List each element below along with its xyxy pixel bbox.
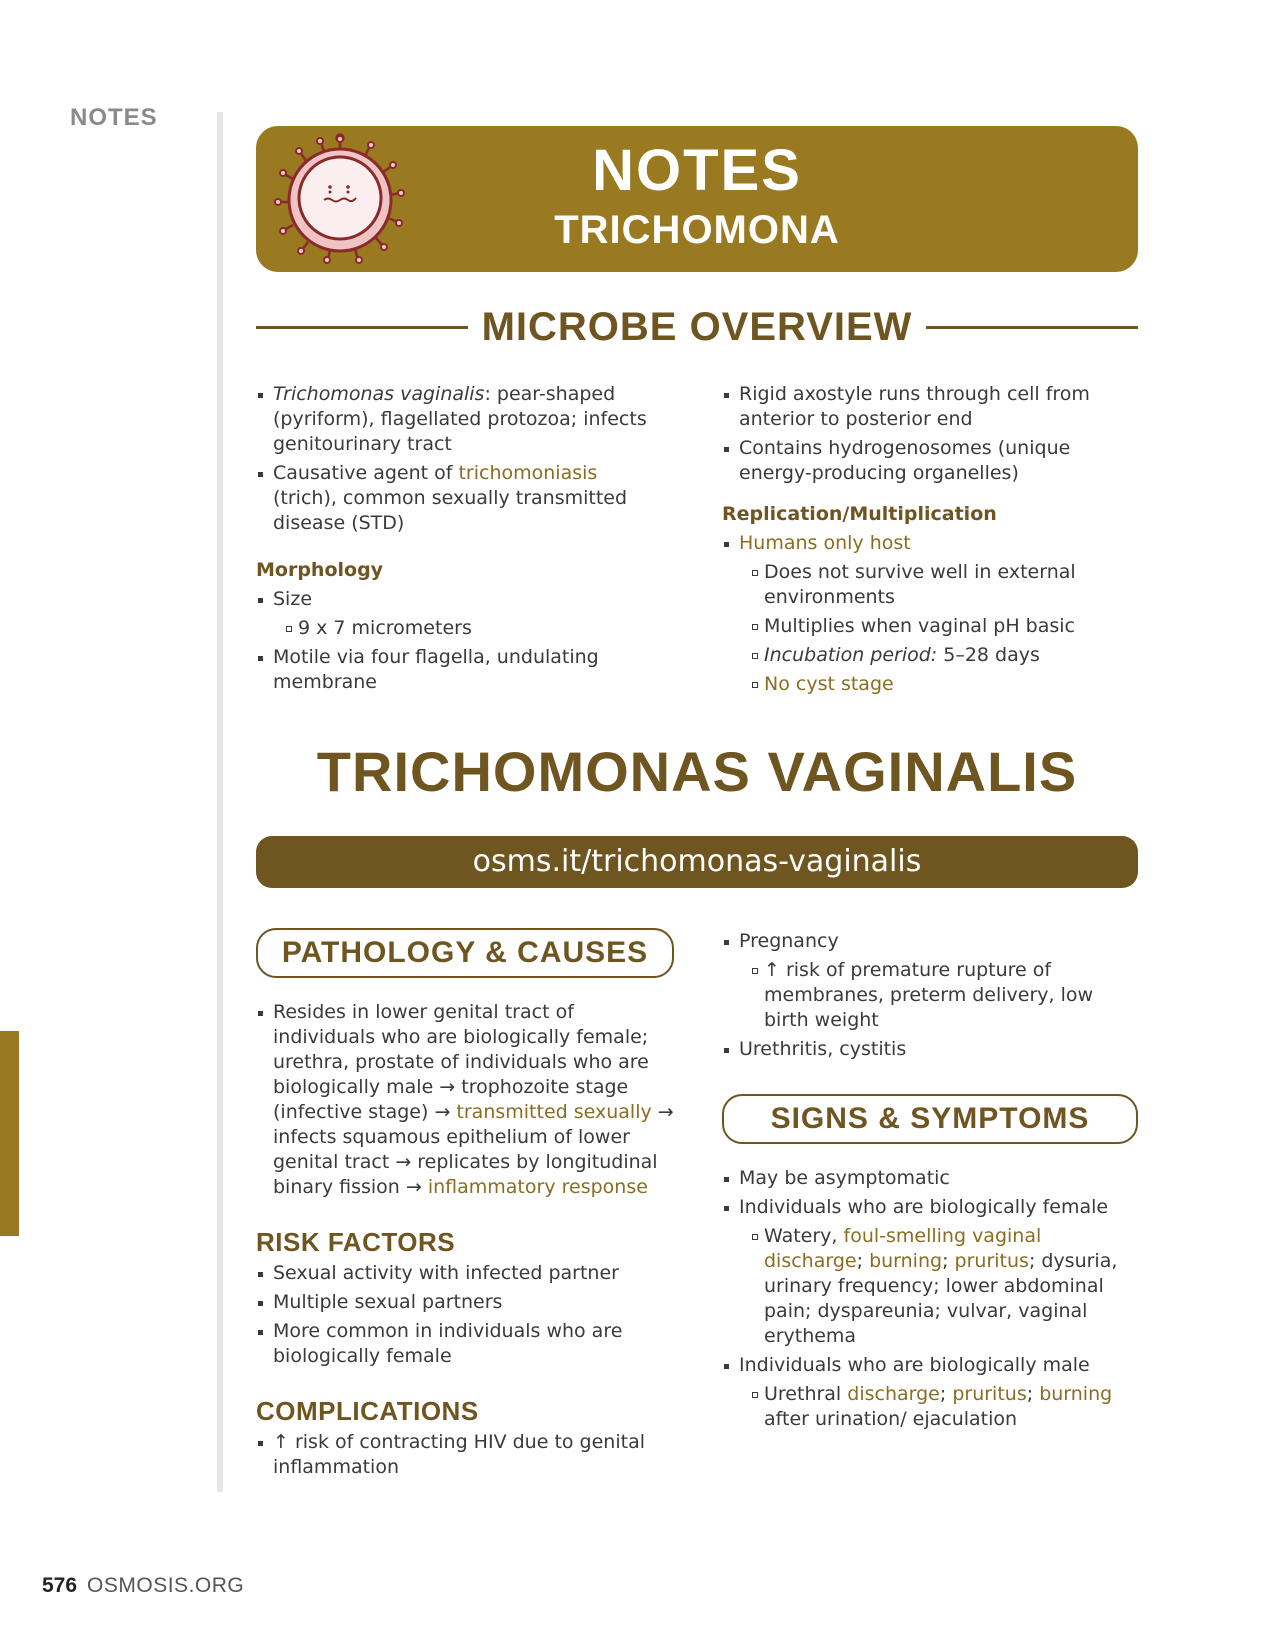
list-item: Urethritis, cystitis [722,1037,1142,1062]
list-item: Size [256,587,661,612]
complications-continued-column [722,929,1142,1066]
heading-rule-left [256,326,468,329]
list-item-text: : pear-shaped (pyriform), flagellated protozoa; infects genitourinary tract [273,383,647,455]
list-item: Contains hydrogenosomes (unique energy-producing organelles) [722,436,1142,486]
overview-right-column [722,382,1142,701]
list-item: May be asymptomatic [722,1166,1142,1191]
banner-subtitle: TRICHOMONA [554,208,840,252]
pathology-causes-heading: PATHOLOGY & CAUSES [256,928,674,978]
list-item [256,382,661,457]
list-item [256,461,661,536]
highlight-term: trichomoniasis [458,462,598,484]
page-footer [42,1574,244,1598]
highlight-term: burning [869,1250,943,1272]
list-item-text: (trich), common sexually transmitted disease (STD) [273,487,628,534]
list-item: Multiple sexual partners [256,1290,676,1315]
highlight-term: inflammatory response [427,1176,648,1198]
species-name: Trichomonas vaginalis [273,383,485,405]
signs-symptoms-heading: SIGNS & SYMPTOMS [722,1094,1138,1144]
sub-list-item: Multiplies when vaginal pH basic [752,614,1142,639]
incubation-value: 5–28 days [937,644,1040,666]
list-item: Motile via four flagella, undulating membrane [256,645,661,695]
list-item: Rigid axostyle runs through cell from anterior to posterior end [722,382,1142,432]
sub-list-item: 9 x 7 micrometers [286,616,661,641]
list-item: Pregnancy [722,929,1142,954]
sidebar-notes-label: NOTES [70,104,158,131]
list-item: More common in individuals who are biologically female [256,1319,676,1369]
replication-heading: Replication/Multiplication [722,503,997,525]
highlight-term: pruritus [954,1250,1029,1272]
sub-list-item: ↑ risk of premature rupture of membranes, preterm delivery, low birth weight [752,958,1142,1033]
heading-rule-right [926,326,1138,329]
list-item: Individuals who are biologically female [722,1195,1142,1220]
list-item-text: Causative agent of [273,462,459,484]
site-name[interactable]: OSMOSIS.ORG [87,1574,245,1597]
list-item: Individuals who are biologically male [722,1353,1142,1378]
list-item-text: ; [1026,1383,1040,1405]
list-item-text: Watery, [764,1225,844,1247]
banner-title: NOTES [592,138,802,203]
pathology-column [256,1000,676,1484]
highlight-term: burning [1039,1383,1113,1405]
sub-list-item: No cyst stage [752,672,1142,697]
list-item-text: Urethral [764,1383,848,1405]
list-item-text: ; [942,1250,955,1272]
disease-title: TRICHOMONAS VAGINALIS [316,740,1078,803]
list-item: Humans only host [722,531,1142,556]
list-item-text: → infects squamous epithelium of lower genital tract → replicates by longitudinal binary fission → [273,1101,674,1198]
risk-factors-heading: RISK FACTORS [256,1227,456,1257]
list-item-text: ; dysuria, urinary frequency; lower abdominal pain; dyspareunia; vulvar, vaginal erythema [764,1250,1118,1347]
list-item: Sexual activity with infected partner [256,1261,676,1286]
sub-list-item [752,1224,1142,1349]
signs-column [722,1166,1142,1436]
osmosis-link[interactable]: osms.it/trichomonas-vaginalis [256,836,1138,888]
list-item-text: ; [856,1250,870,1272]
sidebar-divider [217,112,223,1492]
complications-heading: COMPLICATIONS [256,1396,479,1426]
list-item-text: after urination/ ejaculation [764,1408,1018,1430]
incubation-label: Incubation period: [764,644,938,666]
highlight-term: pruritus [952,1383,1027,1405]
list-item [256,1000,676,1200]
highlight-term: discharge [847,1383,940,1405]
microbe-overview-title: MICROBE OVERVIEW [481,304,913,349]
notes-banner [256,126,1138,272]
highlight-term: transmitted sexually [456,1101,652,1123]
sub-list-item: Does not survive well in external environments [752,560,1142,610]
sub-list-item [752,1382,1142,1432]
chapter-tab [0,1031,19,1236]
morphology-heading: Morphology [256,559,384,581]
overview-left-column [256,382,661,699]
list-item-text: ; [939,1383,953,1405]
list-item: ↑ risk of contracting HIV due to genital inflammation [256,1430,676,1480]
page-number: 576 [42,1574,78,1597]
microbe-overview-heading [256,302,1138,352]
highlight-term: foul-smelling vaginal discharge [764,1225,1042,1272]
sub-list-item [752,643,1142,668]
list-item-text: Resides in lower genital tract of individuals who are biologically female; urethra, prostate of individuals who are biologically male → trophozoite stage (infective stage) → [273,1001,649,1123]
